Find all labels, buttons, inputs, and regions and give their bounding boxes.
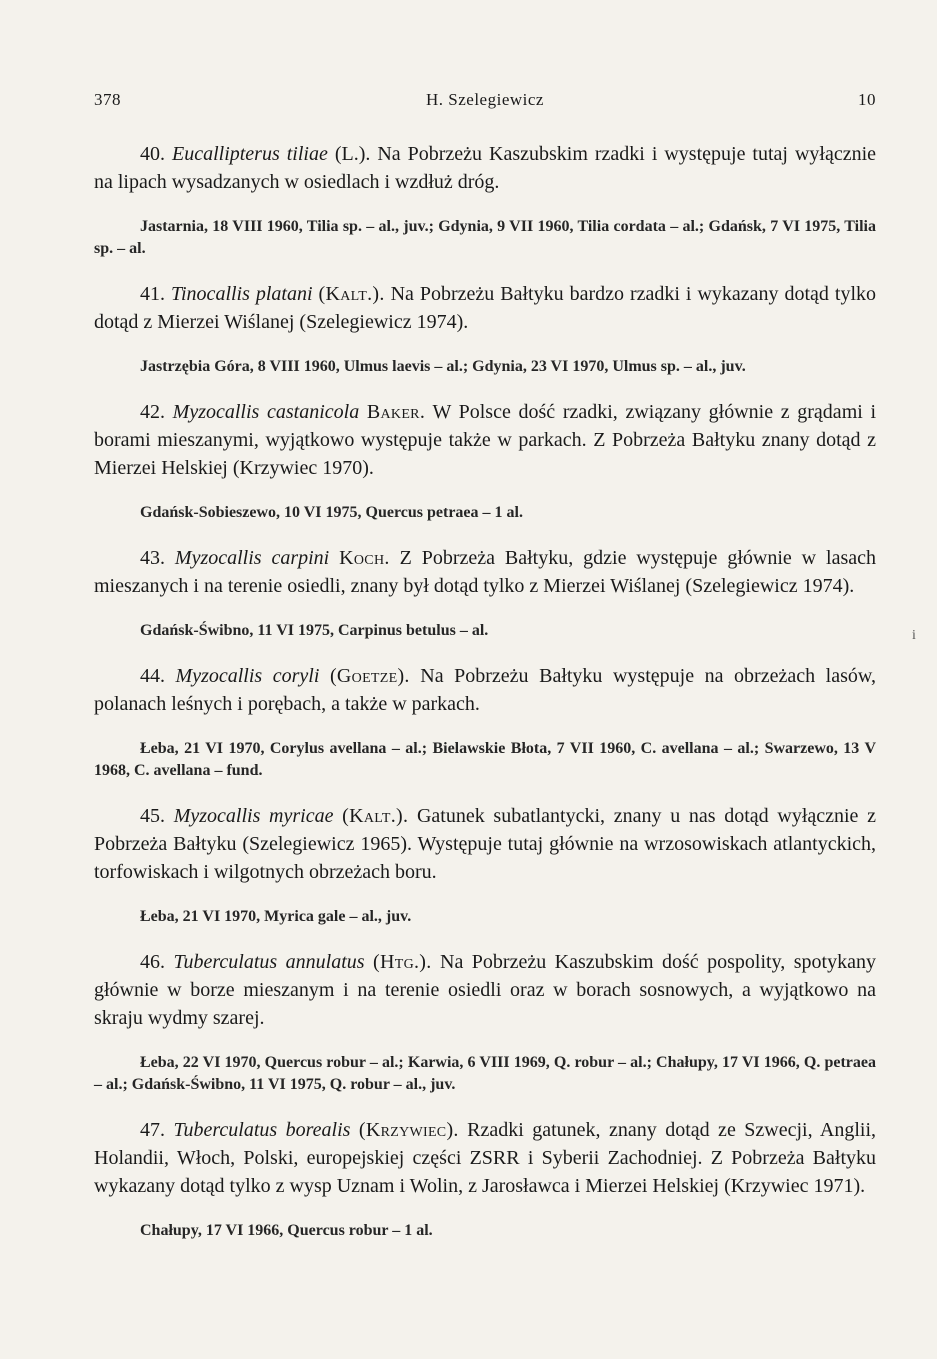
taxon-name: Myzocallis myricae <box>173 805 334 827</box>
species-description <box>94 398 876 482</box>
taxon-authority: Baker. <box>366 401 426 423</box>
species-entry <box>94 544 876 642</box>
taxon-authority: (Goetze). <box>329 665 410 687</box>
species-description <box>94 544 876 600</box>
species-entry <box>94 802 876 928</box>
taxon-name: Tinocallis platani <box>170 283 313 305</box>
species-text: Rzadki gatunek, znany dotąd ze Szwecji, Anglii, Holandii, Włoch, Polski, europejskiej części ZSRR i Syberii Zachodniej. Z Pobrzeża Bałtyku wykazany dotąd tylko z wysp Uznam i Wolin, z Jarosławca i Mierzei Helskiej (Krzywiec 1971). <box>94 1119 877 1197</box>
taxon-name: Tuberculatus borealis <box>173 1119 351 1141</box>
taxon-authority: (Htg.). <box>373 951 432 973</box>
species-text: Z Pobrzeża Bałtyku, gdzie występuje głównie w lasach mieszanych i na terenie osiedli, znany był dotąd tylko z Mierzei Wiślanej (Szelegiewicz 1974). <box>94 547 877 597</box>
species-text: Na Pobrzeżu Kaszubskim dość pospolity, spotykany głównie w borze mieszanym i na terenie osiedli oraz w borach sosnowych, a wyjątkowo na skraju wydmy szarej. <box>94 951 876 1029</box>
species-description <box>94 662 876 718</box>
species-number: 45. <box>140 805 165 827</box>
species-description <box>94 140 876 196</box>
locality-records: Łeba, 22 VI 1970, Quercus robur – al.; Karwia, 6 VIII 1969, Q. robur – al.; Chałupy, 17 VI 1966, Q. petraea – al.; Gdańsk-Świbno, 11 VI 1975, Q. robur – al., juv. <box>94 1054 876 1093</box>
taxon-name: Eucallipterus tiliae <box>171 143 328 165</box>
species-number: 42. <box>140 401 165 423</box>
species-entry <box>94 662 876 782</box>
taxon-authority: (Kalt.). <box>342 805 409 827</box>
issue-number: 10 <box>858 90 876 109</box>
taxon-name: Tuberculatus annulatus <box>173 951 365 973</box>
taxon-name: Myzocallis carpini <box>174 547 330 569</box>
locality-records: Łeba, 21 VI 1970, Myrica gale – al., juv. <box>140 908 412 925</box>
page-number: 378 <box>94 90 121 109</box>
species-number: 40. <box>140 143 165 165</box>
species-text: Na Pobrzeżu Bałtyku bardzo rzadki i wykazany dotąd tylko dotąd z Mierzei Wiślanej (Szelegiewicz 1974). <box>94 283 877 333</box>
species-description <box>94 948 876 1032</box>
species-number: 41. <box>140 283 165 305</box>
page-body <box>94 90 876 1258</box>
taxon-authority: (Kalt.). <box>318 283 385 305</box>
species-number: 46. <box>140 951 165 973</box>
species-entry <box>94 280 876 378</box>
locality-records: Chałupy, 17 VI 1966, Quercus robur – 1 al. <box>140 1222 433 1239</box>
taxon-authority: (Krzywiec). <box>358 1119 459 1141</box>
taxon-authority: Koch. <box>339 547 390 569</box>
species-list <box>94 140 876 1242</box>
species-text: W Polsce dość rzadki, związany głównie z grądami i borami mieszanymi, wyjątkowo występuje także w parkach. Z Pobrzeża Bałtyku znany dotąd z Mierzei Helskiej (Krzywiec 1970). <box>94 401 877 479</box>
locality-records: Gdańsk-Świbno, 11 VI 1975, Carpinus betulus – al. <box>140 622 489 639</box>
locality-records: Jastrzębia Góra, 8 VIII 1960, Ulmus laevis – al.; Gdynia, 23 VI 1970, Ulmus sp. – al., juv. <box>140 358 746 375</box>
species-entry <box>94 1116 876 1242</box>
species-text: Na Pobrzeżu Kaszubskim rzadki i występuje tutaj wyłącznie na lipach wysadzanych w osiedlach i wzdłuż dróg. <box>94 143 877 193</box>
locality-records: Gdańsk-Sobieszewo, 10 VI 1975, Quercus petraea – 1 al. <box>140 504 523 521</box>
margin-mark: i <box>912 628 916 643</box>
species-entry <box>94 398 876 524</box>
species-entry <box>94 948 876 1096</box>
species-text: Gatunek subatlantycki, znany u nas dotąd wyłącznie z Pobrzeża Bałtyku (Szelegiewicz 1965). Występuje tutaj głównie na wrzosowiskach atlantyckich, torfowiskach i wilgotnych obrzeżach boru. <box>94 805 877 883</box>
species-entry <box>94 140 876 260</box>
locality-records: Łeba, 21 VI 1970, Corylus avellana – al.; Bielawskie Błota, 7 VII 1960, C. avellana – al.; Swarzewo, 13 V 1968, C. avellana – fund. <box>94 740 876 779</box>
taxon-name: Myzocallis castanicola <box>172 401 360 423</box>
species-text: Na Pobrzeżu Bałtyku występuje na obrzeżach lasów, polanach leśnych i porębach, a także w parkach. <box>94 665 876 715</box>
taxon-name: Myzocallis coryli <box>175 665 320 687</box>
locality-records: Jastarnia, 18 VIII 1960, Tilia sp. – al., juv.; Gdynia, 9 VII 1960, Tilia cordata – al.; Gdańsk, 7 VI 1975, Tilia sp. – al. <box>94 218 876 257</box>
species-description <box>94 1116 876 1200</box>
running-header <box>94 90 876 120</box>
species-description <box>94 802 876 886</box>
species-number: 44. <box>140 665 165 687</box>
taxon-authority: (L.). <box>334 143 371 165</box>
species-number: 43. <box>140 547 165 569</box>
species-number: 47. <box>140 1119 165 1141</box>
species-description <box>94 280 876 336</box>
running-author: H. Szelegiewicz <box>426 90 544 109</box>
